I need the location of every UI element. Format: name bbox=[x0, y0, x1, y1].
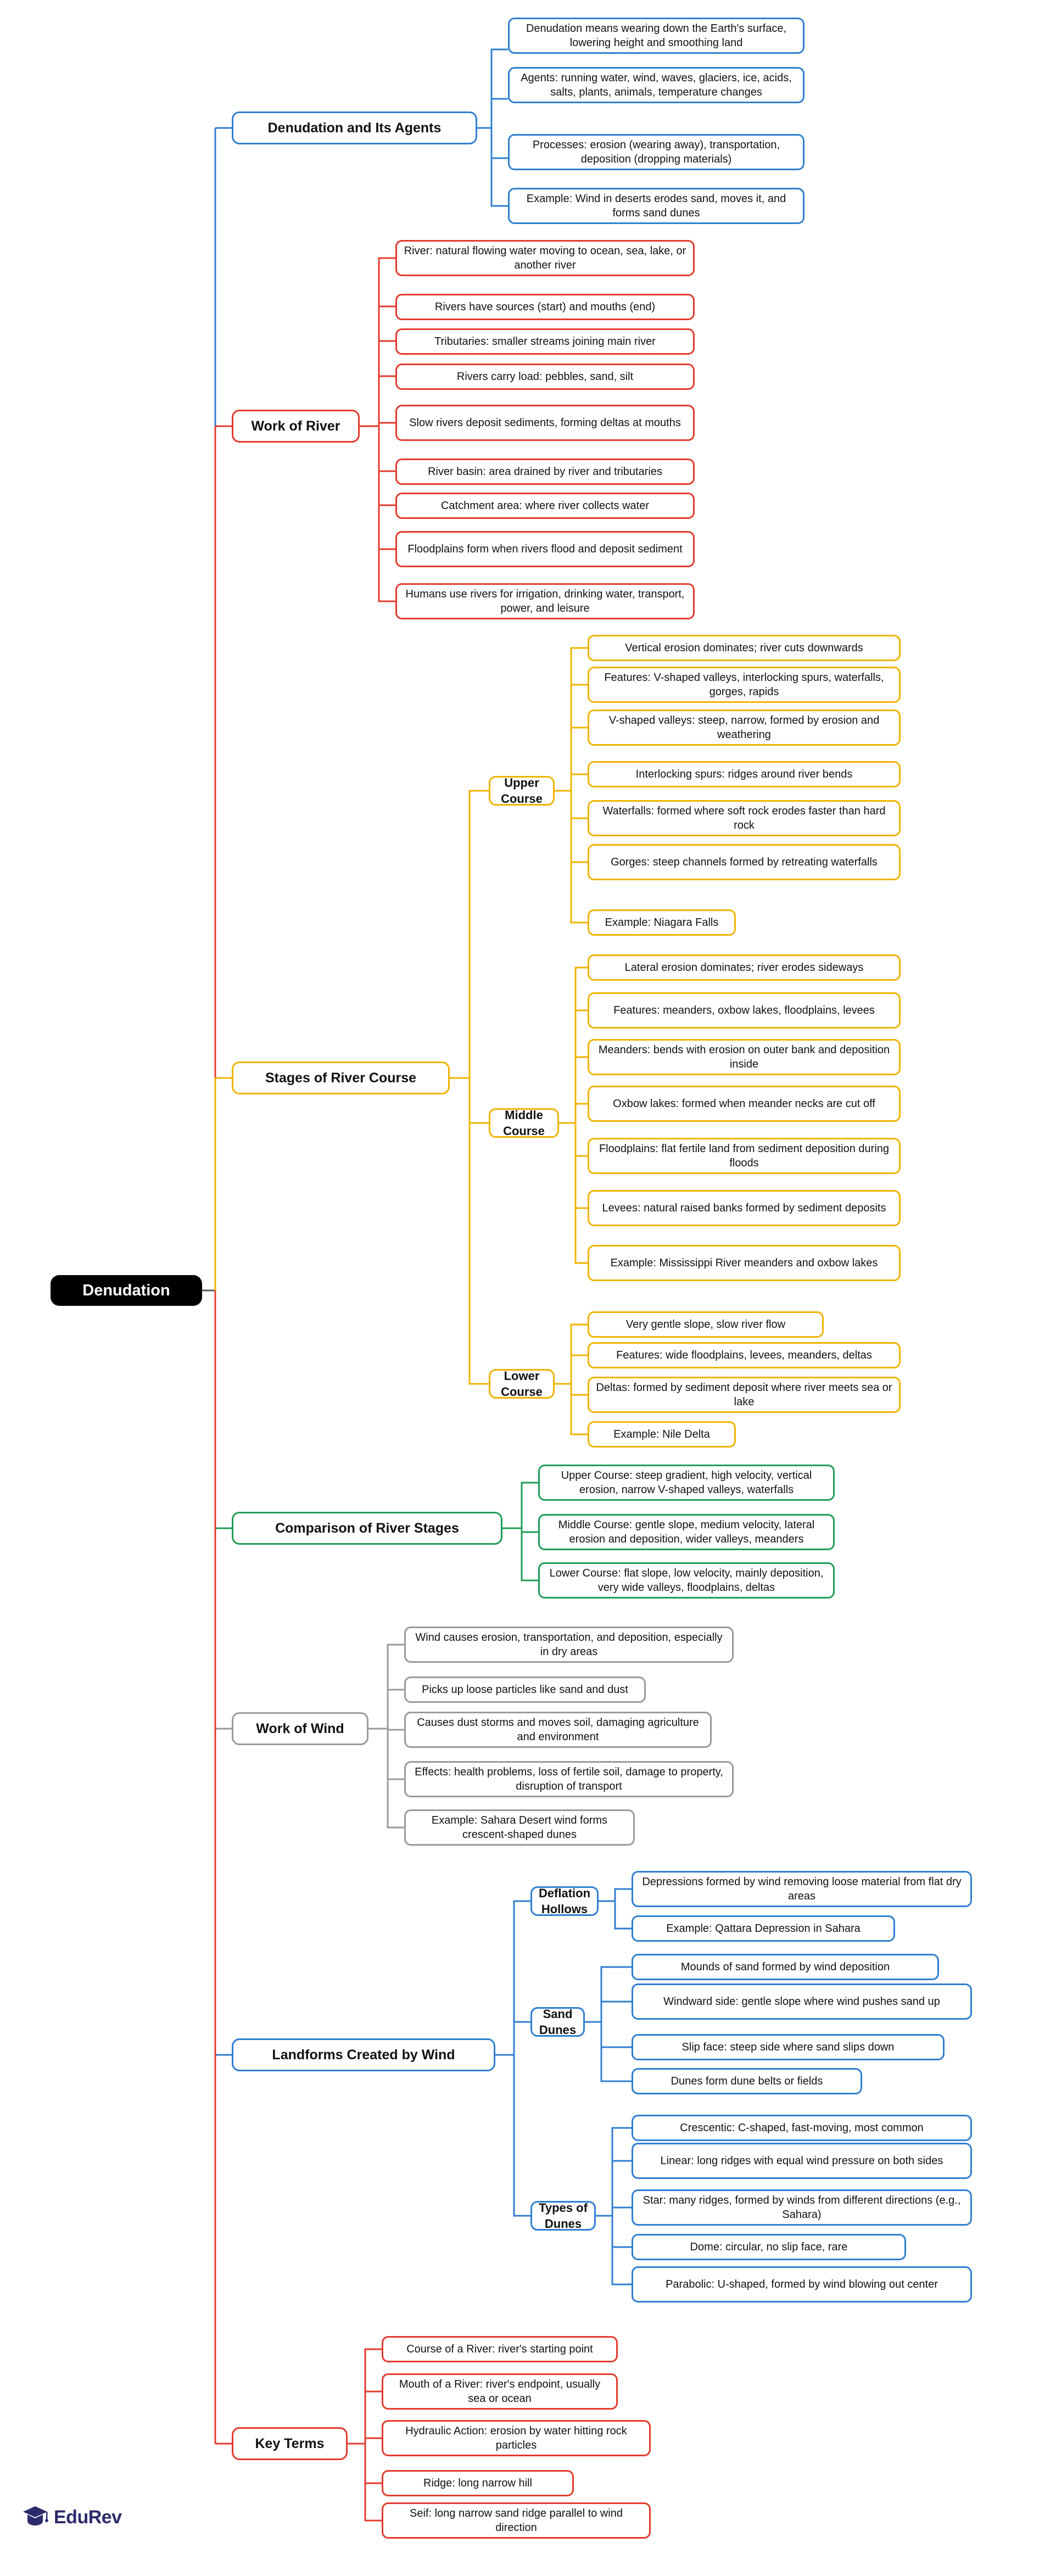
leaf-node[interactable] bbox=[632, 1915, 895, 1942]
leaf-node[interactable] bbox=[588, 1421, 736, 1448]
leaf-label: Denudation means wearing down the Earth's surface, lowering height and smoothing land bbox=[526, 22, 787, 49]
leaf-label: Lateral erosion dominates; river erodes sideways bbox=[624, 961, 864, 974]
leaf-label: Ridge: long narrow hill bbox=[423, 2477, 532, 2489]
leaf-node[interactable] bbox=[588, 1377, 901, 1413]
branch-label: Denudation and Its Agents bbox=[267, 120, 442, 136]
leaf-label: Dunes form dune belts or fields bbox=[671, 2075, 823, 2087]
leaf-node[interactable] bbox=[632, 1871, 972, 1907]
leaf-node[interactable] bbox=[508, 67, 804, 103]
leaf-label: Tributaries: smaller streams joining main river bbox=[434, 335, 656, 348]
root-node bbox=[51, 1275, 202, 1306]
leaf-label: Example: Wind in deserts erodes sand, moves it, and forms sand dunes bbox=[526, 192, 786, 219]
leaf-label: Catchment area: where river collects water bbox=[440, 499, 650, 512]
subbranch-deflation-hollows[interactable] bbox=[530, 1886, 599, 1916]
leaf-label: Example: Nile Delta bbox=[613, 1428, 710, 1440]
leaf-node[interactable] bbox=[538, 1514, 835, 1550]
leaf-label: Star: many ridges, formed by winds from different directions (e.g., Sahara) bbox=[642, 2194, 961, 2221]
leaf-label: Wind causes erosion, transportation, and deposition, especially in dry areas bbox=[415, 1631, 723, 1658]
leaf-node[interactable] bbox=[632, 2034, 945, 2060]
leaf-label: Mounds of sand formed by wind deposition bbox=[680, 1960, 890, 1973]
branch-landforms-created-by-wind[interactable] bbox=[232, 2038, 495, 2071]
leaf-label: Levees: natural raised banks formed by sediment deposits bbox=[602, 1202, 886, 1214]
leaf-node[interactable] bbox=[395, 459, 695, 485]
leaf-label: Middle Course: gentle slope, medium velocity, lateral erosion and deposition, wider valleys, meanders bbox=[558, 1518, 815, 1545]
leaf-label: Rivers carry load: pebbles, sand, silt bbox=[456, 370, 634, 383]
leaf-label: Hydraulic Action: erosion by water hitting rock particles bbox=[405, 2424, 627, 2451]
leaf-node[interactable] bbox=[404, 1677, 646, 1703]
leaf-node[interactable] bbox=[395, 531, 695, 567]
branch-work-of-wind[interactable] bbox=[232, 1712, 368, 1745]
leaf-node[interactable] bbox=[588, 635, 901, 661]
subbranch-label: Sand Dunes bbox=[539, 2007, 577, 2037]
subbranch-label: Types of Dunes bbox=[539, 2200, 588, 2231]
leaf-node[interactable] bbox=[588, 1342, 901, 1368]
leaf-node[interactable] bbox=[632, 1983, 972, 2020]
leaf-node[interactable] bbox=[538, 1562, 835, 1599]
subbranch-label: Lower Course bbox=[501, 1368, 543, 1399]
leaf-label: Crescentic: C-shaped, fast-moving, most common bbox=[680, 2121, 924, 2134]
branch-label: Stages of River Course bbox=[265, 1070, 417, 1086]
branch-label: Key Terms bbox=[255, 2435, 325, 2451]
leaf-node[interactable] bbox=[395, 405, 695, 441]
leaf-label: Lower Course: flat slope, low velocity, mainly deposition, very wide valleys, floodplains, deltas bbox=[549, 1567, 824, 1594]
leaf-node[interactable] bbox=[632, 1954, 939, 1980]
leaf-label: Rivers have sources (start) and mouths (end) bbox=[434, 300, 656, 313]
leaf-node[interactable] bbox=[632, 2189, 972, 2226]
leaf-node[interactable] bbox=[632, 2068, 862, 2094]
leaf-node[interactable] bbox=[382, 2420, 651, 2456]
leaf-node[interactable] bbox=[395, 364, 695, 390]
leaf-node[interactable] bbox=[632, 2115, 972, 2141]
branch-label: Landforms Created by Wind bbox=[272, 2047, 455, 2063]
leaf-label: Gorges: steep channels formed by retreating waterfalls bbox=[611, 856, 878, 868]
leaf-node[interactable] bbox=[632, 2234, 906, 2260]
leaf-label: Humans use rivers for irrigation, drinking water, transport, power, and leisure bbox=[405, 588, 685, 614]
leaf-label: Seif: long narrow sand ridge parallel to wind direction bbox=[410, 2507, 623, 2534]
leaf-node[interactable] bbox=[588, 954, 901, 981]
leaf-node[interactable] bbox=[395, 294, 695, 320]
branch-denudation-and-its-agents[interactable] bbox=[232, 111, 477, 144]
subbranch-types-of-dunes[interactable] bbox=[530, 2201, 596, 2231]
leaf-node[interactable] bbox=[404, 1809, 635, 1846]
leaf-label: Picks up loose particles like sand and dust bbox=[422, 1683, 628, 1696]
leaf-label: Linear: long ridges with equal wind pressure on both sides bbox=[660, 2154, 943, 2167]
leaf-label: Agents: running water, wind, waves, glaciers, ice, acids, salts, plants, animals, temperature changes bbox=[521, 71, 792, 98]
leaf-node[interactable] bbox=[404, 1761, 734, 1797]
branch-key-terms[interactable] bbox=[232, 2427, 348, 2460]
leaf-node[interactable] bbox=[632, 2143, 972, 2179]
leaf-node[interactable] bbox=[395, 240, 695, 276]
leaf-label: Floodplains form when rivers flood and deposit sediment bbox=[407, 543, 683, 555]
branch-work-of-river[interactable] bbox=[232, 410, 360, 443]
subbranch-label: Deflation Hollows bbox=[538, 1886, 591, 1916]
leaf-label: Example: Niagara Falls bbox=[605, 916, 719, 929]
subbranch-sand-dunes[interactable] bbox=[530, 2007, 585, 2037]
leaf-node[interactable] bbox=[404, 1627, 734, 1663]
leaf-label: Features: meanders, oxbow lakes, floodplains, levees bbox=[613, 1004, 875, 1016]
leaf-node[interactable] bbox=[588, 844, 901, 880]
leaf-node[interactable] bbox=[538, 1465, 835, 1501]
leaf-node[interactable] bbox=[508, 188, 804, 224]
subbranch-label: Upper Course bbox=[501, 775, 543, 806]
leaf-label: Waterfalls: formed where soft rock erodes faster than hard rock bbox=[602, 804, 886, 831]
leaf-label: Effects: health problems, loss of fertile soil, damage to property, disruption of transport bbox=[415, 1765, 723, 1792]
brand-name: EduRev bbox=[54, 2507, 122, 2528]
root-label: Denudation bbox=[82, 1281, 170, 1299]
leaf-label: Mouth of a River: river's endpoint, usually sea or ocean bbox=[399, 2378, 601, 2405]
leaf-label: River basin: area drained by river and tributaries bbox=[428, 465, 662, 478]
leaf-label: Interlocking spurs: ridges around river bends bbox=[635, 768, 853, 780]
leaf-node[interactable] bbox=[508, 134, 804, 170]
branch-label: Work of River bbox=[251, 418, 340, 434]
leaf-node[interactable] bbox=[395, 493, 695, 519]
leaf-label: Example: Sahara Desert wind forms crescent-shaped dunes bbox=[431, 1814, 608, 1841]
leaf-node[interactable] bbox=[588, 1039, 901, 1075]
leaf-node[interactable] bbox=[382, 2336, 618, 2362]
leaf-node[interactable] bbox=[588, 1311, 824, 1338]
leaf-label: Vertical erosion dominates; river cuts downwards bbox=[625, 641, 863, 654]
leaf-node[interactable] bbox=[395, 328, 695, 355]
leaf-label: V-shaped valleys: steep, narrow, formed by erosion and weathering bbox=[608, 714, 880, 741]
leaf-label: Windward side: gentle slope where wind pushes sand up bbox=[663, 1995, 940, 2008]
leaf-label: Causes dust storms and moves soil, damaging agriculture and environment bbox=[417, 1716, 699, 1743]
subbranch-lower-course[interactable] bbox=[489, 1369, 555, 1399]
leaf-node[interactable] bbox=[382, 2470, 574, 2496]
leaf-node[interactable] bbox=[588, 1086, 901, 1122]
subbranch-upper-course[interactable] bbox=[489, 776, 555, 806]
leaf-label: Floodplains: flat fertile land from sediment deposition during floods bbox=[599, 1142, 890, 1169]
leaf-label: River: natural flowing water moving to ocean, sea, lake, or another river bbox=[404, 244, 686, 271]
leaf-label: Features: wide floodplains, levees, meanders, deltas bbox=[616, 1349, 872, 1361]
leaf-label: Depressions formed by wind removing loose material from flat dry areas bbox=[642, 1875, 962, 1902]
edurev-logo bbox=[22, 2504, 122, 2531]
leaf-node[interactable] bbox=[395, 583, 695, 619]
leaf-node[interactable] bbox=[588, 1138, 901, 1174]
leaf-node[interactable] bbox=[588, 667, 901, 703]
subbranch-label: Middle Course bbox=[503, 1108, 545, 1138]
leaf-node[interactable] bbox=[632, 2266, 972, 2303]
branch-label: Work of Wind bbox=[256, 1720, 344, 1736]
leaf-label: Very gentle slope, slow river flow bbox=[625, 1318, 786, 1331]
leaf-label: Processes: erosion (wearing away), transportation, deposition (dropping materials) bbox=[532, 138, 780, 165]
leaf-label: Parabolic: U-shaped, formed by wind blowing out center bbox=[666, 2278, 938, 2290]
leaf-label: Example: Qattara Depression in Sahara bbox=[666, 1922, 861, 1935]
leaf-label: Dome: circular, no slip face, rare bbox=[690, 2240, 848, 2253]
leaf-label: Slow rivers deposit sediments, forming deltas at mouths bbox=[409, 416, 681, 429]
leaf-node[interactable] bbox=[588, 800, 901, 836]
leaf-node[interactable] bbox=[588, 1245, 901, 1281]
leaf-node[interactable] bbox=[588, 992, 901, 1029]
leaf-node[interactable] bbox=[404, 1712, 712, 1748]
leaf-node[interactable] bbox=[588, 761, 901, 787]
leaf-label: Course of a River: river's starting point bbox=[406, 2343, 593, 2355]
leaf-node[interactable] bbox=[508, 18, 804, 54]
leaf-label: Upper Course: steep gradient, high velocity, vertical erosion, narrow V-shaped valleys, waterfalls bbox=[561, 1469, 812, 1496]
branch-comparison-of-river-stages[interactable] bbox=[232, 1512, 502, 1545]
leaf-node[interactable] bbox=[382, 2502, 651, 2539]
leaf-label: Slip face: steep side where sand slips down bbox=[681, 2041, 895, 2053]
leaf-label: Oxbow lakes: formed when meander necks are cut off bbox=[613, 1097, 875, 1110]
subbranch-middle-course[interactable] bbox=[489, 1108, 559, 1138]
leaf-node[interactable] bbox=[382, 2373, 618, 2410]
leaf-node[interactable] bbox=[588, 1190, 901, 1226]
graduation-cap-icon bbox=[22, 2504, 48, 2531]
leaf-node[interactable] bbox=[588, 709, 901, 746]
branch-label: Comparison of River Stages bbox=[275, 1520, 459, 1536]
leaf-label: Example: Mississippi River meanders and oxbow lakes bbox=[610, 1256, 878, 1269]
leaf-label: Meanders: bends with erosion on outer bank and deposition inside bbox=[598, 1043, 890, 1070]
branch-stages-of-river-course[interactable] bbox=[232, 1061, 450, 1094]
leaf-label: Features: V-shaped valleys, interlocking spurs, waterfalls, gorges, rapids bbox=[604, 671, 884, 698]
leaf-label: Deltas: formed by sediment deposit where river meets sea or lake bbox=[596, 1381, 892, 1408]
leaf-node[interactable] bbox=[588, 909, 736, 936]
